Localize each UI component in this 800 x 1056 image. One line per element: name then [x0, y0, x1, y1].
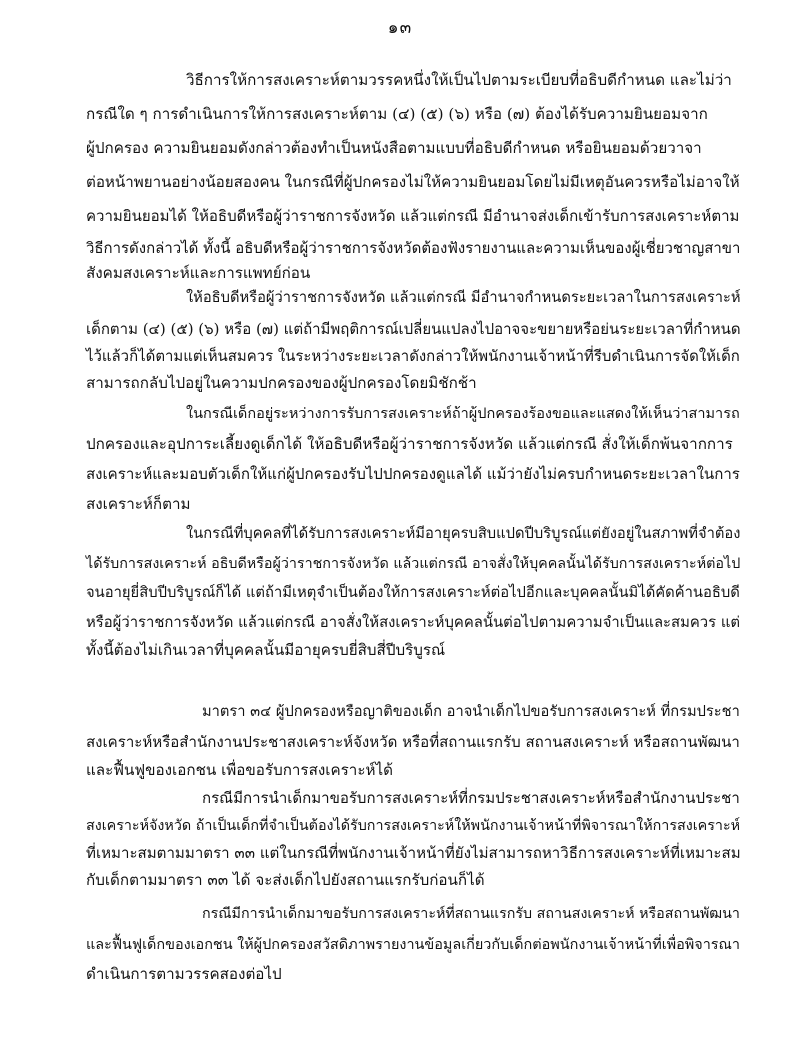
text-line: หรือผู้ว่าราชการจังหวัด แล้วแต่กรณี อาจสั่งให้สงเคราะห์บุคคลนั้นต่อไปตามความจำเป็นและสมควร แต่	[86, 613, 741, 631]
text-line: ดำเนินการตามวรรคสองต่อไป	[86, 965, 282, 983]
text-line: สงเคราะห์หรือสำนักงานประชาสงเคราะห์จังหวัด หรือที่สถานแรกรับ สถานสงเคราะห์ หรือสถานพัฒนา	[86, 733, 740, 751]
text-line: สงเคราะห์และมอบตัวเด็กให้แก่ผู้ปกครองรับไปปกครองดูแลได้ แม้ว่ายังไม่ครบกำหนดระยะเวลาในการ	[86, 465, 740, 483]
text-line: สังคมสงเคราะห์และการแพทย์ก่อน	[86, 264, 311, 282]
text-line: กรณีมีการนำเด็กมาขอรับการสงเคราะห์ที่สถานแรกรับ สถานสงเคราะห์ หรือสถานพัฒนา	[202, 906, 740, 922]
text-line: กรณีมีการนำเด็กมาขอรับการสงเคราะห์ที่กรมประชาสงเคราะห์หรือสำนักงานประชา	[202, 789, 740, 807]
text-line: ทั้งนี้ต้องไม่เกินเวลาที่บุคคลนั้นมีอายุครบยี่สิบสี่ปีบริบูรณ์	[86, 641, 446, 659]
text-line: จนอายุยี่สิบปีบริบูรณ์ก็ได้ แต่ถ้ามีเหตุจำเป็นต้องให้การสงเคราะห์ต่อไปอีกและบุคคลนั้นมิได้คัดค้านอธิบดี	[86, 584, 740, 601]
text-line: และฟื้นฟูของเอกชน เพื่อขอรับการสงเคราะห์ได้	[86, 761, 393, 779]
text-line: ที่เหมาะสมตามมาตรา ๓๓ แต่ในกรณีที่พนักงานเจ้าหน้าที่ยังไม่สามารถหาวิธีการสงเคราะห์ที่เหมาะสม	[86, 844, 741, 862]
page-number: ๑๓	[387, 18, 413, 38]
text-line: ความยินยอมได้ ให้อธิบดีหรือผู้ว่าราชการจังหวัด แล้วแต่กรณี มีอำนาจส่งเด็กเข้ารับการสงเคราะห์ตาม	[86, 207, 740, 225]
text-line: มาตรา ๓๔ ผู้ปกครองหรือญาติของเด็ก อาจนำเด็กไปขอรับการสงเคราะห์ ที่กรมประชา	[202, 703, 740, 720]
text-line: ปกครองและอุปการะเลี้ยงดูเด็กได้ ให้อธิบดีหรือผู้ว่าราชการจังหวัด แล้วแต่กรณี สั่งให้เด็กพ้นจากการ	[86, 435, 733, 453]
text-line: วิธีการดังกล่าวได้ ทั้งนี้ อธิบดีหรือผู้ว่าราชการจังหวัดต้องฟังรายงานและความเห็นของผู้เชี่ยวชาญสาขา	[86, 239, 741, 257]
text-line: ให้อธิบดีหรือผู้ว่าราชการจังหวัด แล้วแต่กรณี มีอำนาจกำหนดระยะเวลาในการสงเคราะห์	[186, 289, 741, 306]
text-line: ต่อหน้าพยานอย่างน้อยสองคน ในกรณีที่ผู้ปกครองไม่ให้ความยินยอมโดยไม่มีเหตุอันควรหรือไม่อาจให้	[86, 173, 740, 191]
text-line: ผู้ปกครอง ความยินยอมดังกล่าวต้องทำเป็นหนังสือตามแบบที่อธิบดีกำหนด หรือยินยอมด้วยวาจา	[86, 139, 702, 157]
text-line: ในกรณีที่บุคคลที่ได้รับการสงเคราะห์มีอายุครบสิบแปดปีบริบูรณ์แต่ยังอยู่ในสภาพที่จำต้อง	[186, 525, 741, 542]
text-line: สามารถกลับไปอยู่ในความปกครองของผู้ปกครองโดยมิชักช้า	[86, 374, 477, 392]
text-line: และฟื้นฟูเด็กของเอกชน ให้ผู้ปกครองสวัสดิภาพรายงานข้อมูลเกี่ยวกับเด็กต่อพนักงานเจ้าหน้าที่เพื่อพิจารณา	[86, 937, 740, 953]
text-line: สงเคราะห์จังหวัด ถ้าเป็นเด็กที่จำเป็นต้องได้รับการสงเคราะห์ให้พนักงานเจ้าหน้าที่พิจารณาให้การสงเคราะห์	[86, 818, 741, 834]
text-line: กับเด็กตามมาตรา ๓๓ ได้ จะส่งเด็กไปยังสถานแรกรับก่อนก็ได้	[86, 871, 485, 889]
text-line: เด็กตาม (๔) (๕) (๖) หรือ (๗) แต่ถ้ามีพฤติการณ์เปลี่ยนแปลงไปอาจจะขยายหรือย่นระยะเวลาที่กำหนด	[86, 320, 741, 338]
text-line: ในกรณีเด็กอยู่ระหว่างการรับการสงเคราะห์ถ้าผู้ปกครองร้องขอและแสดงให้เห็นว่าสามารถ	[186, 406, 740, 422]
text-line: สงเคราะห์ก็ตาม	[86, 495, 191, 513]
text-line: วิธีการให้การสงเคราะห์ตามวรรคหนึ่งให้เป็นไปตามระเบียบที่อธิบดีกำหนด และไม่ว่า	[186, 71, 732, 89]
text-line: กรณีใด ๆ การดำเนินการให้การสงเคราะห์ตาม (๔) (๕) (๖) หรือ (๗) ต้องได้รับความยินยอมจาก	[86, 105, 708, 123]
text-line: ไว้แล้วก็ได้ตามแต่เห็นสมควร ในระหว่างระยะเวลาดังกล่าวให้พนักงานเจ้าหน้าที่รีบดำเนินการจัดให้เด็ก	[86, 347, 740, 365]
text-line: ได้รับการสงเคราะห์ อธิบดีหรือผู้ว่าราชการจังหวัด แล้วแต่กรณี อาจสั่งให้บุคคลนั้นได้รับการสงเคราะห์ต่อไป	[86, 556, 741, 572]
